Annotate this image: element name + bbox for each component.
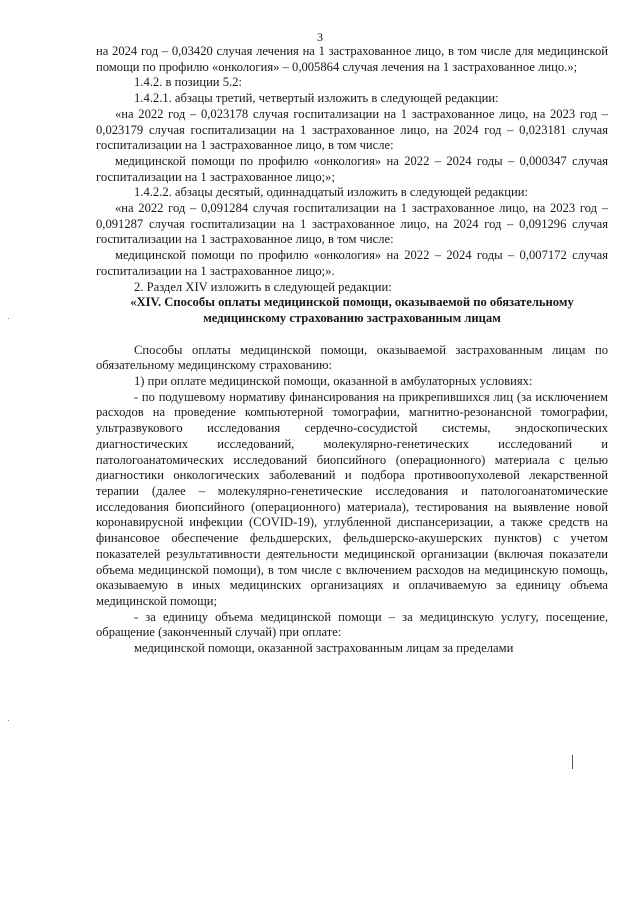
scan-artifact-mark (572, 755, 573, 769)
paragraph: - по подушевому нормативу финансирования на прикрепившихся лиц (за исключением расходов на проведение компьютерной томографии, магнитно-резонансной томографии, ультразвукового исследования сердечно-сосудистой системы, эндоскопических диагностических исследований, молекулярно-генетических исследований и патологоанатомических исследований биопсийного (операционного) материала с целью диагностики онкологических заболеваний и подбора противоопухолевой лекарственной терапии (далее – молекулярно-генетические исследования и патологоанатомические исследования биопсийного (операционного) материала), тестирования на выявление новой коронавирусной инфекции (COVID-19), углубленной диспансеризации, а также средств на финансовое обеспечение фельдшерских, фельдшерско-акушерских пунктов) с учетом показателей результативности деятельности медицинской организации (включая показатели объема медицинской помощи), в том числе с включением расходов на медицинскую помощь, оказываемую в иных медицинских организациях и оплачиваемую за единицу объема медицинской помощи; (96, 389, 608, 608)
paragraph: 1) при оплате медицинской помощи, оказанной в амбулаторных условиях: (134, 374, 533, 389)
paragraph: на 2024 год – 0,03420 случая лечения на 1 застрахованное лицо, в том числе для медицинской помощи по профилю «онкология» – 0,005864 случая лечения на 1 застрахованное лицо.»; (96, 44, 608, 74)
section-heading: «XIV. Способы оплаты медицинской помощи, оказываемой по обязательному медицинскому страхованию застрахованным лицам (130, 295, 574, 325)
paragraph: 2. Раздел XIV изложить в следующей редакции: (134, 279, 392, 294)
paragraph: 1.4.2.2. абзацы десятый, одиннадцатый изложить в следующей редакции: (134, 185, 529, 200)
page-number: 3 (317, 30, 323, 44)
scan-artifact-dot (8, 318, 9, 319)
paragraph: Способы оплаты медицинской помощи, оказываемой застрахованным лицам по обязательному медицинскому страхованию: (96, 342, 608, 373)
paragraph: 1.4.2.1. абзацы третий, четвертый изложить в следующей редакции: (134, 91, 499, 106)
paragraph: «на 2022 год – 0,023178 случая госпитализации на 1 застрахованное лицо, на 2023 год – 0,023179 случая госпитализации на 1 застрахованное лицо, на 2024 год – 0,023181 случая госпитализации на 1 застрахованное лицо, в том числе: (96, 106, 608, 153)
scan-artifact-dot (8, 720, 9, 721)
paragraph: медицинской помощи, оказанной застрахованным лицам за пределами (134, 641, 514, 656)
paragraph: медицинской помощи по профилю «онкология» на 2022 – 2024 годы – 0,000347 случая госпитализации на 1 застрахованное лицо;»; (96, 153, 608, 184)
paragraph: «на 2022 год – 0,091284 случая госпитализации на 1 застрахованное лицо, на 2023 год – 0,091287 случая госпитализации на 1 застрахованное лицо, на 2024 год – 0,091296 случая госпитализации на 1 застрахованное лицо, в том числе: (96, 201, 608, 247)
document-body (96, 44, 608, 657)
paragraph: 1.4.2. в позиции 5.2: (134, 75, 242, 90)
paragraph: медицинской помощи по профилю «онкология» на 2022 – 2024 годы – 0,007172 случая госпитализации на 1 застрахованное лицо;». (96, 248, 608, 278)
paragraph: - за единицу объема медицинской помощи – за медицинскую услугу, посещение, обращение (законченный случай) при оплате: (96, 609, 608, 640)
